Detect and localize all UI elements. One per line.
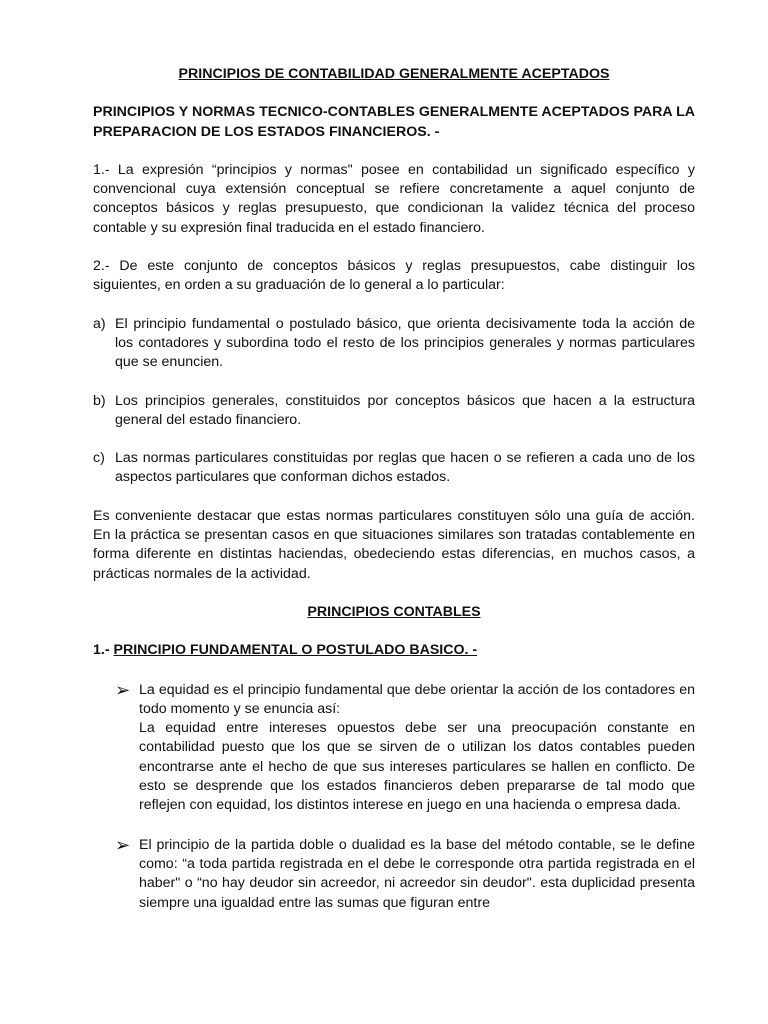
arrow-bullet-icon: ➢	[115, 679, 131, 700]
section-heading-text: PRINCIPIO FUNDAMENTAL O POSTULADO BASICO. -	[113, 642, 478, 659]
list-marker: a)	[93, 315, 106, 332]
bullet-item	[115, 681, 695, 816]
list-item	[93, 449, 695, 488]
paragraph-1: 1.- La expresión “principios y normas" posee en contabilidad un significado específico y convencional cuya extensión conceptual se refiere concretamente a aquel conjunto de conceptos básicos y reglas presupuesto, que condicionan la validez técnica del proceso contable y su expresión final traducida en el estado financiero.	[93, 161, 695, 236]
list-item-text: Las normas particulares constituidas por reglas que hacen o se refieren a cada uno de los aspectos particulares que conforman dichos estados.	[115, 450, 695, 486]
section-heading	[93, 641, 695, 660]
list-marker: b)	[93, 392, 106, 409]
bullet-item	[115, 836, 695, 913]
document-body	[93, 65, 695, 933]
list-marker: c)	[93, 450, 105, 467]
list-item	[93, 315, 695, 373]
bullet-line: El principio de la partida doble o dualidad es la base del método contable, se le define como: “a toda partida registrada en el debe le corresponde otra partida registrada en el haber" o “no hay deudor sin acreedor, ni acreedor sin deudor". esta duplicidad presenta siempre una igualdad entre las sumas que figuran entre	[139, 836, 695, 911]
bullet-line: La equidad entre intereses opuestos debe ser una preocupación constante en contabilidad puesto que los que se sirven de o utilizan los datos contables pueden encontrarse ante el hecho de que sus intereses particulares se hallen en conflicto. De esto se desprende que los estados financieros deben prepararse de tal modo que reflejen con equidad, los distintos interese en juego en una hacienda o empresa dada.	[139, 720, 695, 814]
document-subtitle: PRINCIPIOS Y NORMAS TECNICO-CONTABLES GENERALMENTE ACEPTADOS PARA LA PREPARACION DE LOS ESTADOS FINANCIEROS. -	[93, 104, 695, 140]
section-title: PRINCIPIOS CONTABLES	[307, 603, 481, 620]
arrow-bullet-icon: ➢	[115, 834, 131, 855]
section-heading-number: 1.-	[93, 642, 110, 659]
bullet-text	[139, 836, 695, 913]
paragraph-3: Es conveniente destacar que estas normas particulares constituyen sólo una guía de acción. En la práctica se presentan casos en que situaciones similares son tratadas contablemente en forma diferente en distintas haciendas, obedeciendo estas diferencias, en muchos casos, a prácticas normales de la actividad.	[93, 507, 695, 582]
document-title: PRINCIPIOS DE CONTABILIDAD GENERALMENTE ACEPTADOS	[178, 66, 610, 82]
list-item	[93, 392, 695, 431]
bullet-text	[139, 681, 695, 816]
list-item-text: El principio fundamental o postulado básico, que orienta decisivamente toda la acción de los contadores y subordina todo el resto de los principios generales y normas particulares que se enuncien.	[115, 315, 695, 371]
list-item-text: Los principios generales, constituidos por conceptos básicos que hacen a la estructura general del estado financiero.	[115, 392, 695, 428]
paragraph-2: 2.- De este conjunto de conceptos básicos y reglas presupuestos, cabe distinguir los siguientes, en orden a su graduación de lo general a lo particular:	[93, 258, 695, 294]
bullet-line: La equidad es el principio fundamental que debe orientar la acción de los contadores en todo momento y se enuncia así:	[139, 681, 695, 717]
